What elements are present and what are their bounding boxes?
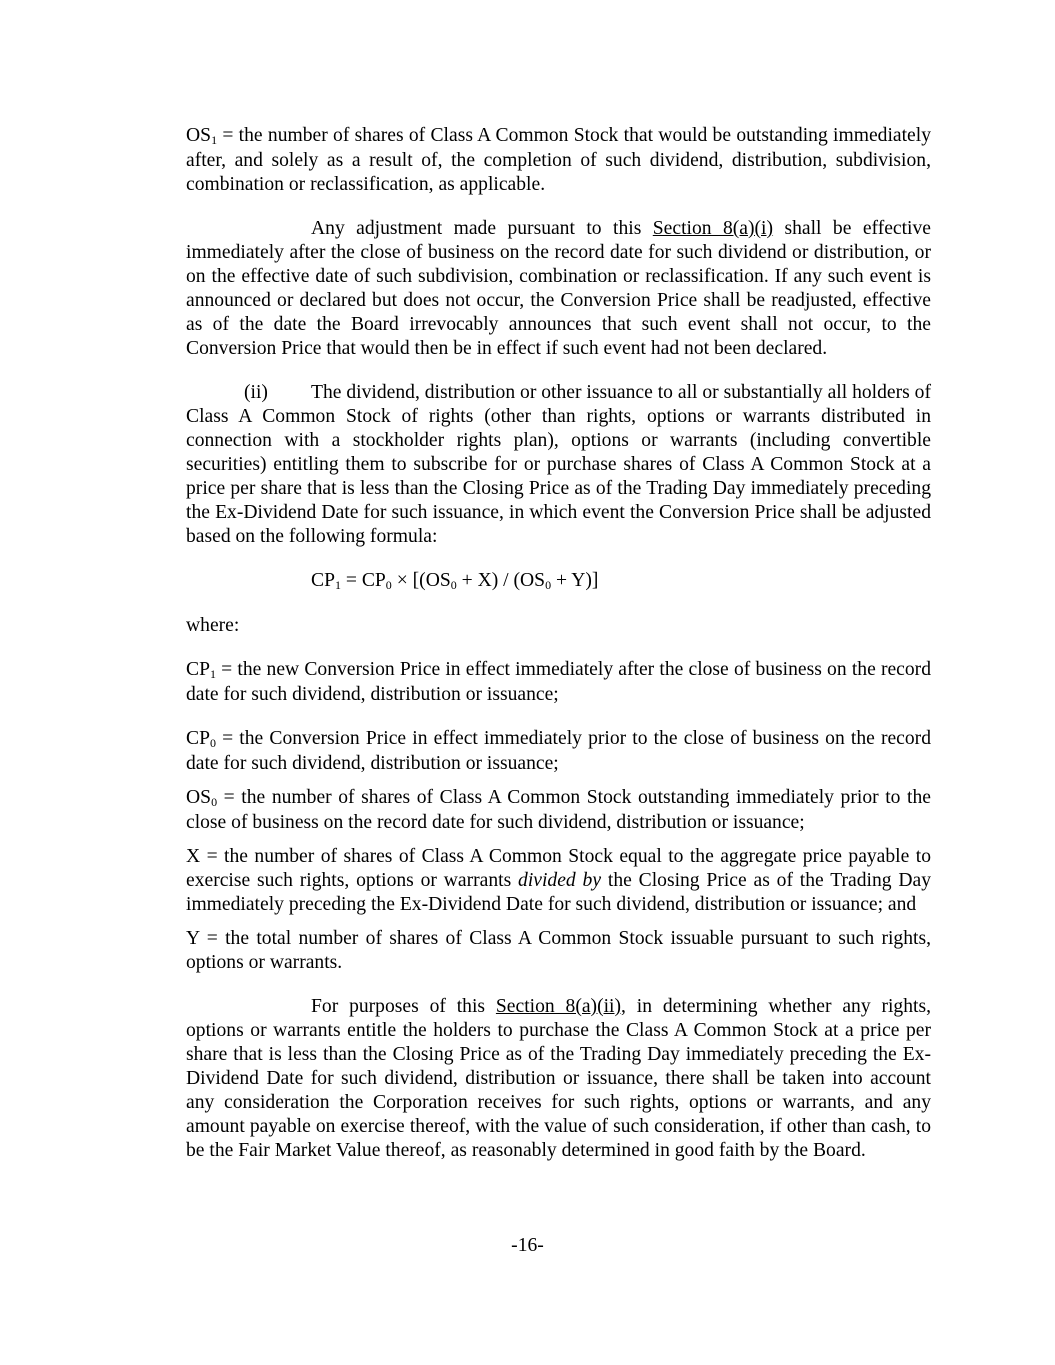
formula-lhs: CP (311, 570, 335, 591)
section-8aii-reference: Section 8(a)(ii) (495, 996, 622, 1017)
adjustment-text-after: shall be effective immediately after the close of business on the record date for such dividend or distribution, or on the effective date of such subdivision, combination or reclassification. If any such event is announced or declared but does not occur, the Conversion Price shall be readjusted, effective as of the date the Board irrevocably announces that such event shall not occur, to the Conversion Price that would then be in effect if such event had not been declared. (186, 218, 931, 359)
section-8ai-reference: Section 8(a)(i) (652, 218, 774, 239)
clause-ii-label: (ii) (244, 382, 268, 403)
clause-ii-text: The dividend, distribution or other issuance to all or substantially all holders of Class A Common Stock of rights (other than rights, options or warrants distributed in connection with a stockholder rights plan), options or warrants (including convertible securities) entitling them to subscribe for or purchase shares of Class A Common Stock at a price per share that is less than the Closing Price as of the Trading Day immediately preceding the Ex-Dividend Date for such issuance, in which event the Conversion Price shall be adjusted based on the following formula: (186, 382, 931, 547)
document-body (186, 124, 931, 1163)
cp0-symbol: CP (186, 728, 210, 749)
x-definition-before: X = the number of shares of Class A Common Stock equal to the aggregate price payable to exercise such rights, options or warrants (186, 846, 931, 891)
os0-subscript: 0 (211, 795, 218, 809)
cp1-symbol: CP (186, 659, 210, 680)
os0-symbol: OS (186, 787, 212, 808)
definition-cp1 (186, 658, 931, 707)
adjustment-effective-paragraph (186, 217, 931, 361)
formula-mid-2: + X) / (OS (456, 570, 546, 591)
definition-os0 (186, 786, 931, 835)
definition-cp0 (186, 727, 931, 776)
x-definition-after: the Closing Price as of the Trading Day immediately preceding the Ex-Dividend Date for such dividend, distribution or issuance; and (186, 870, 932, 915)
adjustment-text-before: Any adjustment made pursuant to this (311, 218, 653, 239)
formula-os0-subscript-a: 0 (450, 578, 457, 592)
where-label: where: (186, 615, 240, 636)
os0-definition-text: = the number of shares of Class A Common Stock outstanding immediately prior to the close of business on the record date for such dividend, distribution or issuance; (186, 787, 931, 833)
purposes-paragraph (186, 995, 931, 1163)
definition-os1 (186, 124, 931, 197)
formula-cp0-subscript: 0 (385, 578, 392, 592)
formula-mid-1: × [(OS (391, 570, 451, 591)
page-number: -16- (511, 1235, 544, 1256)
purposes-text-after: , in determining whether any rights, options or warrants entitle the holders to purchase the Class A Common Stock at a price per share that is less than the Closing Price as of the Trading Day immediately preceding the Ex-Dividend Date for such dividend, distribution or issuance, there shall be taken into account any consideration the Corporation receives for such rights, options or warrants, and any amount payable on exercise thereof, with the value of such consideration, if other than cash, to be the Fair Market Value thereof, as reasonably determined in good faith by the Board. (186, 996, 931, 1161)
formula-os0-subscript-b: 0 (545, 578, 552, 592)
cp1-subscript: 1 (209, 667, 216, 681)
formula-end: + Y)] (551, 570, 599, 591)
definition-x (186, 845, 931, 917)
os1-subscript: 1 (211, 133, 218, 147)
cp1-definition-text: = the new Conversion Price in effect immediately after the close of business on the record date for such dividend, distribution or issuance; (186, 659, 931, 705)
definition-y: Y = the total number of shares of Class A Common Stock issuable pursuant to such rights, options or warrants. (186, 928, 931, 973)
x-definition-italic: divided by (518, 870, 602, 891)
formula-lhs-subscript: 1 (334, 578, 341, 592)
conversion-formula (186, 569, 931, 594)
formula-equals-cp: = CP (340, 570, 386, 591)
os1-symbol: OS (186, 125, 212, 146)
purposes-text-before: For purposes of this (311, 996, 496, 1017)
clause-ii-paragraph (186, 381, 931, 549)
cp0-subscript: 0 (209, 736, 216, 750)
cp0-definition-text: = the Conversion Price in effect immediately prior to the close of business on the record date for such dividend, distribution or issuance; (186, 728, 931, 774)
os1-definition-text: = the number of shares of Class A Common Stock that would be outstanding immediately after, and solely as a result of, the completion of such dividend, distribution, subdivision, combination or reclassification, as applicable. (186, 125, 931, 195)
